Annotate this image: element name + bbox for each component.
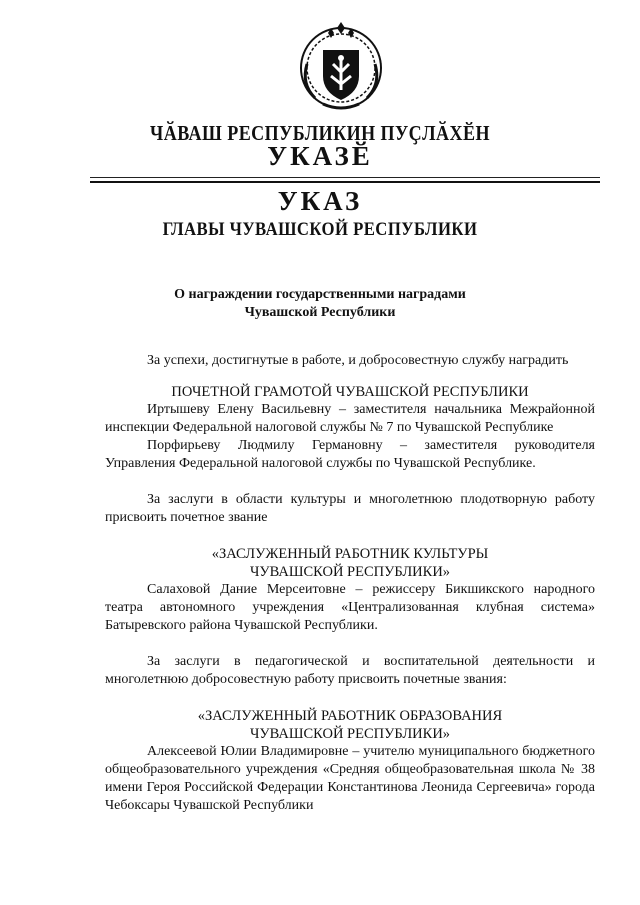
- section1-awardee-2: Порфирьеву Людмилу Германовну – заместителя руководителя Управления Федеральной налоговой службы по Чувашской Республике.: [105, 438, 595, 471]
- section1-award: ПОЧЕТНОЙ ГРАМОТОЙ ЧУВАШСКОЙ РЕСПУБЛИКИ: [171, 384, 529, 400]
- section3-intro: За заслуги в педагогической и воспитательной деятельности и многолетнюю добросовестную работу присвоить почетные звания:: [105, 654, 595, 687]
- document-title: УКАЗ: [277, 186, 363, 216]
- chuvash-title: УКАЗӖ: [267, 141, 373, 171]
- section2-intro: За заслуги в области культуры и многолетнюю плодотворную работу присвоить почетное звание: [105, 492, 595, 525]
- section3-awardee-1: Алексеевой Юлии Владимировне – учителю муниципального бюджетного общеобразовательного учреждения «Средняя общеобразовательная школа № 38 имени Героя Российской Федерации Константинова Леонида Сергеевича» города Чебоксары Чувашской Республики: [105, 744, 595, 813]
- section1-awardee-1: Иртышеву Елену Васильевну – заместителя начальника Межрайонной инспекции Федеральной налоговой службы № 7 по Чувашской Республике: [105, 402, 595, 435]
- section3-award-line-1: «ЗАСЛУЖЕННЫЙ РАБОТНИК ОБРАЗОВАНИЯ: [197, 708, 503, 724]
- decree-subject: [0, 286, 640, 322]
- subject-line-2: Чувашской Республики: [244, 305, 396, 320]
- section2-awardee-1: Салаховой Дание Мерсеитовне – режиссеру Бикшикского народного театра автономного учреждения «Централизованная клубная система» Батыревского района Чувашской Республики.: [105, 582, 595, 633]
- document-subtitle: ГЛАВЫ ЧУВАШСКОЙ РЕСПУБЛИКИ: [162, 219, 478, 240]
- section2-award-line-2: ЧУВАШСКОЙ РЕСПУБЛИКИ»: [249, 564, 451, 580]
- header-divider-thin: [90, 177, 600, 178]
- chuvash-coat-of-arms-icon: [293, 14, 389, 114]
- subject-line-1: О награждении государственными наградами: [174, 287, 466, 302]
- section3-award-line-2: ЧУВАШСКОЙ РЕСПУБЛИКИ»: [249, 726, 451, 742]
- chuvash-header-line: ЧӐВАШ РЕСПУБЛИКИН ПУҪЛӐХӖН: [150, 121, 490, 145]
- header-divider-thick: [90, 181, 600, 183]
- section2-award-line-1: «ЗАСЛУЖЕННЫЙ РАБОТНИК КУЛЬТУРЫ: [211, 546, 489, 562]
- section1-intro: За успехи, достигнутые в работе, и добросовестную службу наградить: [147, 353, 569, 368]
- decree-body: [105, 352, 595, 815]
